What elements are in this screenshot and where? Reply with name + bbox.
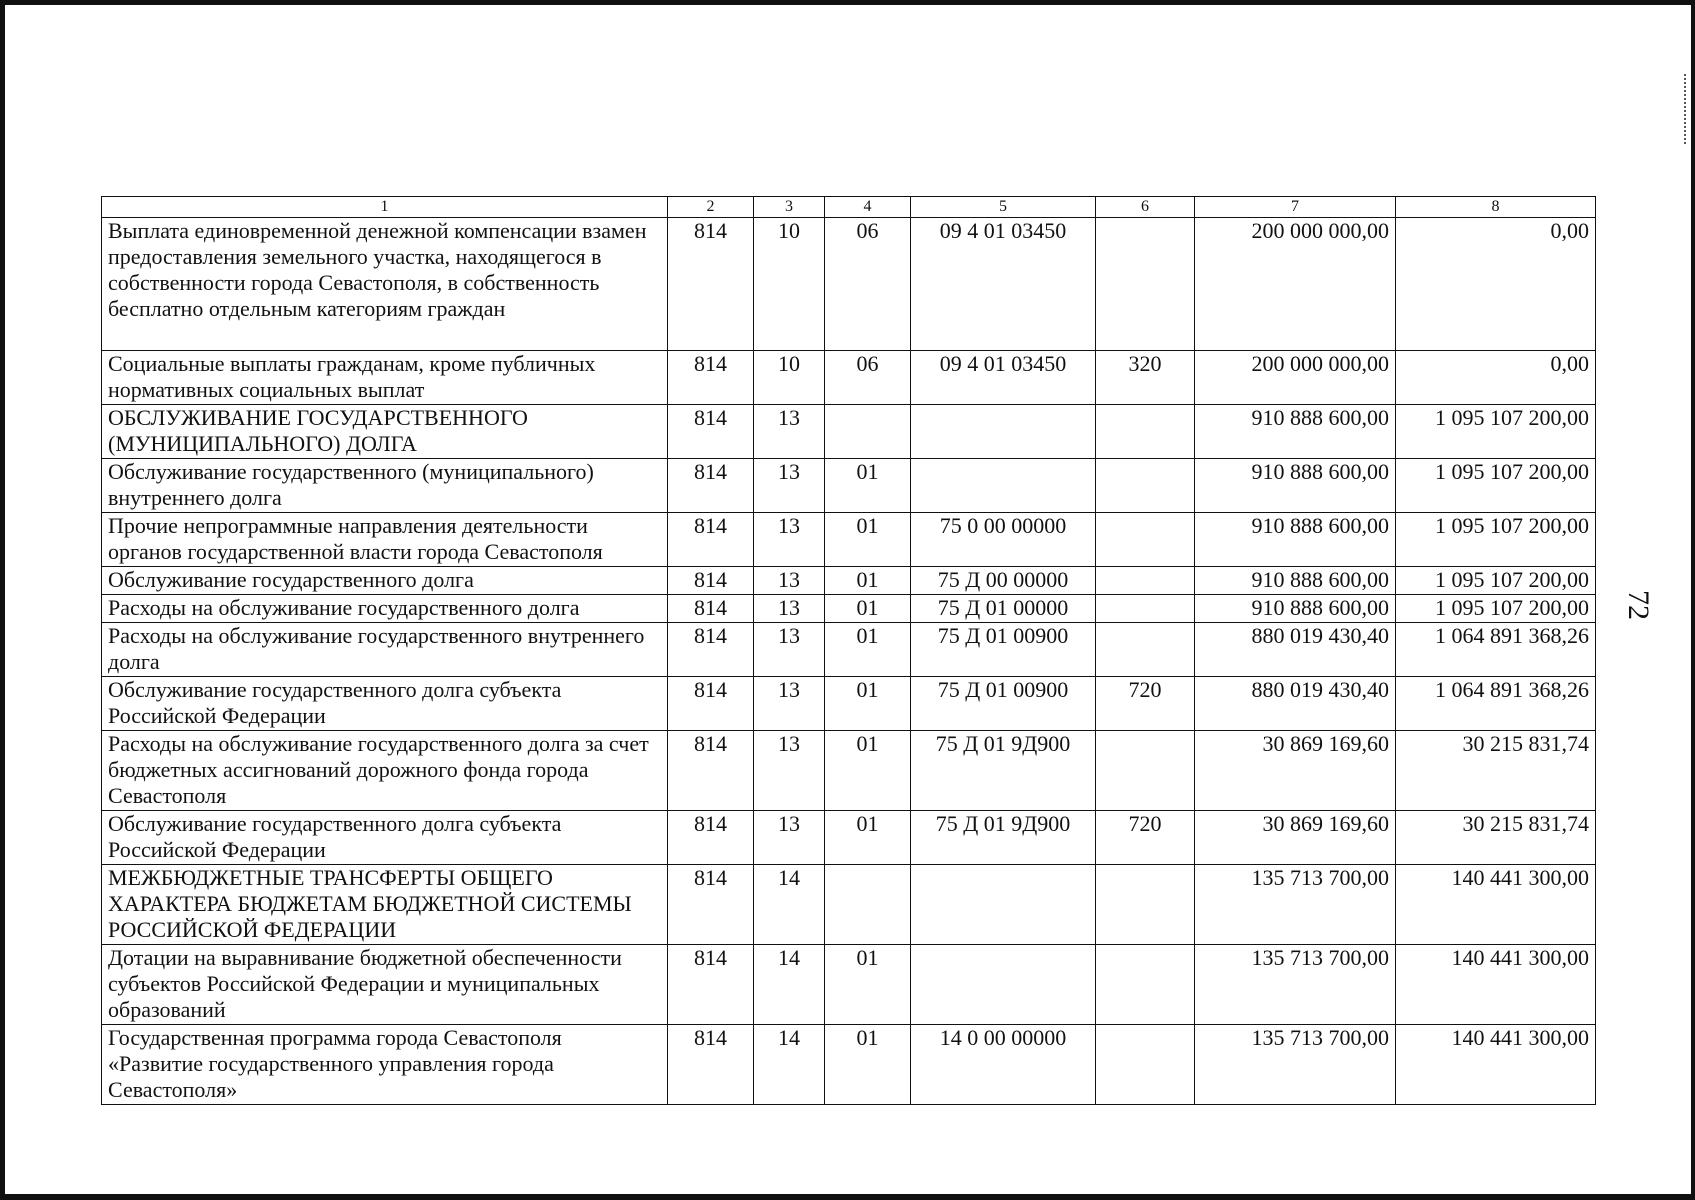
cell-code-5 (911, 865, 1096, 945)
cell-code-2: 814 (668, 405, 754, 459)
cell-amount-8: 1 095 107 200,00 (1396, 405, 1596, 459)
cell-code-4: 06 (825, 218, 911, 351)
table-header-row (102, 197, 1596, 218)
row-description: Расходы на обслуживание государственного долга (102, 595, 668, 623)
cell-amount-8: 1 095 107 200,00 (1396, 595, 1596, 623)
cell-code-4: 01 (825, 677, 911, 731)
scan-border-right (1691, 0, 1695, 1200)
table-row (102, 623, 1596, 677)
scan-border-bottom (0, 1194, 1695, 1200)
table-row (102, 405, 1596, 459)
cell-code-5: 14 0 00 00000 (911, 1025, 1096, 1105)
cell-code-4: 01 (825, 513, 911, 567)
cell-amount-7: 200 000 000,00 (1195, 218, 1396, 351)
table-row (102, 731, 1596, 811)
cell-code-5: 75 Д 00 00000 (911, 567, 1096, 595)
cell-code-2: 814 (668, 351, 754, 405)
table-row (102, 677, 1596, 731)
cell-code-6 (1096, 513, 1195, 567)
cell-code-2: 814 (668, 595, 754, 623)
cell-code-6 (1096, 731, 1195, 811)
cell-code-4: 01 (825, 1025, 911, 1105)
cell-code-3: 13 (754, 811, 825, 865)
cell-code-3: 13 (754, 623, 825, 677)
cell-code-6 (1096, 405, 1195, 459)
cell-amount-7: 135 713 700,00 (1195, 865, 1396, 945)
cell-amount-7: 910 888 600,00 (1195, 567, 1396, 595)
cell-amount-8: 0,00 (1396, 351, 1596, 405)
row-description: МЕЖБЮДЖЕТНЫЕ ТРАНСФЕРТЫ ОБЩЕГО ХАРАКТЕРА БЮДЖЕТАМ БЮДЖЕТНОЙ СИСТЕМЫ РОССИЙСКОЙ ФЕДЕРАЦИИ (102, 865, 668, 945)
cell-code-3: 13 (754, 595, 825, 623)
cell-code-6 (1096, 567, 1195, 595)
row-description: Обслуживание государственного долга субъекта Российской Федерации (102, 811, 668, 865)
table-row (102, 595, 1596, 623)
cell-code-5: 09 4 01 03450 (911, 218, 1096, 351)
cell-code-2: 814 (668, 677, 754, 731)
budget-table (101, 196, 1596, 1105)
cell-code-5: 75 0 00 00000 (911, 513, 1096, 567)
cell-code-3: 14 (754, 1025, 825, 1105)
cell-amount-8: 1 064 891 368,26 (1396, 677, 1596, 731)
row-description: Государственная программа города Севастополя «Развитие государственного управления города Севастополя» (102, 1025, 668, 1105)
cell-code-4: 01 (825, 945, 911, 1025)
table-row (102, 218, 1596, 351)
cell-code-4: 01 (825, 731, 911, 811)
cell-code-5 (911, 945, 1096, 1025)
row-description: Расходы на обслуживание государственного долга за счет бюджетных ассигнований дорожного фонда города Севастополя (102, 731, 668, 811)
cell-amount-8: 30 215 831,74 (1396, 731, 1596, 811)
cell-code-3: 14 (754, 865, 825, 945)
cell-code-6: 720 (1096, 811, 1195, 865)
row-description: Прочие непрограммные направления деятельности органов государственной власти города Севастополя (102, 513, 668, 567)
cell-amount-7: 30 869 169,60 (1195, 731, 1396, 811)
cell-code-4: 01 (825, 811, 911, 865)
cell-code-3: 13 (754, 731, 825, 811)
cell-amount-7: 135 713 700,00 (1195, 1025, 1396, 1105)
table-row (102, 1025, 1596, 1105)
cell-amount-7: 880 019 430,40 (1195, 677, 1396, 731)
cell-code-3: 13 (754, 405, 825, 459)
table-row (102, 351, 1596, 405)
cell-amount-8: 1 064 891 368,26 (1396, 623, 1596, 677)
table-row (102, 865, 1596, 945)
cell-code-2: 814 (668, 731, 754, 811)
cell-code-6 (1096, 865, 1195, 945)
cell-code-3: 10 (754, 218, 825, 351)
cell-amount-8: 140 441 300,00 (1396, 865, 1596, 945)
cell-code-5: 09 4 01 03450 (911, 351, 1096, 405)
column-header: 3 (754, 197, 825, 218)
cell-code-3: 10 (754, 351, 825, 405)
cell-code-5: 75 Д 01 00900 (911, 623, 1096, 677)
cell-code-3: 14 (754, 945, 825, 1025)
cell-code-4 (825, 405, 911, 459)
cell-code-6 (1096, 218, 1195, 351)
scan-border-left (0, 0, 5, 1200)
row-description: Расходы на обслуживание государственного внутреннего долга (102, 623, 668, 677)
cell-code-6 (1096, 595, 1195, 623)
cell-amount-8: 1 095 107 200,00 (1396, 513, 1596, 567)
column-header: 1 (102, 197, 668, 218)
row-description: Обслуживание государственного долга (102, 567, 668, 595)
page-number: 72 (1622, 590, 1655, 620)
cell-amount-8: 140 441 300,00 (1396, 945, 1596, 1025)
cell-code-4: 01 (825, 459, 911, 513)
cell-code-6: 320 (1096, 351, 1195, 405)
cell-amount-7: 910 888 600,00 (1195, 459, 1396, 513)
cell-code-2: 814 (668, 623, 754, 677)
cell-code-5: 75 Д 01 9Д900 (911, 731, 1096, 811)
column-header: 2 (668, 197, 754, 218)
column-header: 7 (1195, 197, 1396, 218)
cell-code-4: 01 (825, 623, 911, 677)
cell-amount-7: 910 888 600,00 (1195, 405, 1396, 459)
cell-code-6 (1096, 945, 1195, 1025)
cell-code-2: 814 (668, 811, 754, 865)
scan-edge-mark (1684, 74, 1689, 144)
cell-code-6 (1096, 459, 1195, 513)
row-description: Обслуживание государственного (муниципального) внутреннего долга (102, 459, 668, 513)
cell-code-4: 01 (825, 595, 911, 623)
row-description: ОБСЛУЖИВАНИЕ ГОСУДАРСТВЕННОГО (МУНИЦИПАЛЬНОГО) ДОЛГА (102, 405, 668, 459)
table-row (102, 513, 1596, 567)
table-row (102, 459, 1596, 513)
cell-code-2: 814 (668, 459, 754, 513)
cell-amount-8: 30 215 831,74 (1396, 811, 1596, 865)
cell-code-6 (1096, 1025, 1195, 1105)
column-header: 6 (1096, 197, 1195, 218)
cell-amount-7: 200 000 000,00 (1195, 351, 1396, 405)
row-description: Дотации на выравнивание бюджетной обеспеченности субъектов Российской Федерации и муниципальных образований (102, 945, 668, 1025)
cell-code-3: 13 (754, 567, 825, 595)
cell-code-5: 75 Д 01 00900 (911, 677, 1096, 731)
row-description: Социальные выплаты гражданам, кроме публичных нормативных социальных выплат (102, 351, 668, 405)
cell-amount-8: 1 095 107 200,00 (1396, 459, 1596, 513)
cell-amount-8: 140 441 300,00 (1396, 1025, 1596, 1105)
cell-code-2: 814 (668, 567, 754, 595)
cell-code-5: 75 Д 01 9Д900 (911, 811, 1096, 865)
cell-code-4: 06 (825, 351, 911, 405)
cell-amount-8: 0,00 (1396, 218, 1596, 351)
cell-amount-7: 910 888 600,00 (1195, 513, 1396, 567)
column-header: 5 (911, 197, 1096, 218)
table-row (102, 811, 1596, 865)
cell-code-2: 814 (668, 218, 754, 351)
cell-code-3: 13 (754, 459, 825, 513)
cell-code-5 (911, 405, 1096, 459)
cell-code-3: 13 (754, 677, 825, 731)
table-row (102, 945, 1596, 1025)
cell-code-2: 814 (668, 1025, 754, 1105)
cell-amount-7: 880 019 430,40 (1195, 623, 1396, 677)
column-header: 8 (1396, 197, 1596, 218)
cell-amount-7: 910 888 600,00 (1195, 595, 1396, 623)
scan-border-top (0, 0, 1695, 5)
cell-amount-7: 135 713 700,00 (1195, 945, 1396, 1025)
cell-code-4: 01 (825, 567, 911, 595)
cell-code-5 (911, 459, 1096, 513)
cell-code-2: 814 (668, 513, 754, 567)
cell-amount-7: 30 869 169,60 (1195, 811, 1396, 865)
cell-code-2: 814 (668, 865, 754, 945)
cell-code-3: 13 (754, 513, 825, 567)
cell-amount-8: 1 095 107 200,00 (1396, 567, 1596, 595)
row-description: Обслуживание государственного долга субъекта Российской Федерации (102, 677, 668, 731)
cell-code-4 (825, 865, 911, 945)
cell-code-6: 720 (1096, 677, 1195, 731)
column-header: 4 (825, 197, 911, 218)
cell-code-2: 814 (668, 945, 754, 1025)
cell-code-6 (1096, 623, 1195, 677)
table-row (102, 567, 1596, 595)
row-description: Выплата единовременной денежной компенсации взамен предоставления земельного участка, находящегося в собственности города Севастополя, в собственность бесплатно отдельным категориям граждан (102, 218, 668, 351)
cell-code-5: 75 Д 01 00000 (911, 595, 1096, 623)
